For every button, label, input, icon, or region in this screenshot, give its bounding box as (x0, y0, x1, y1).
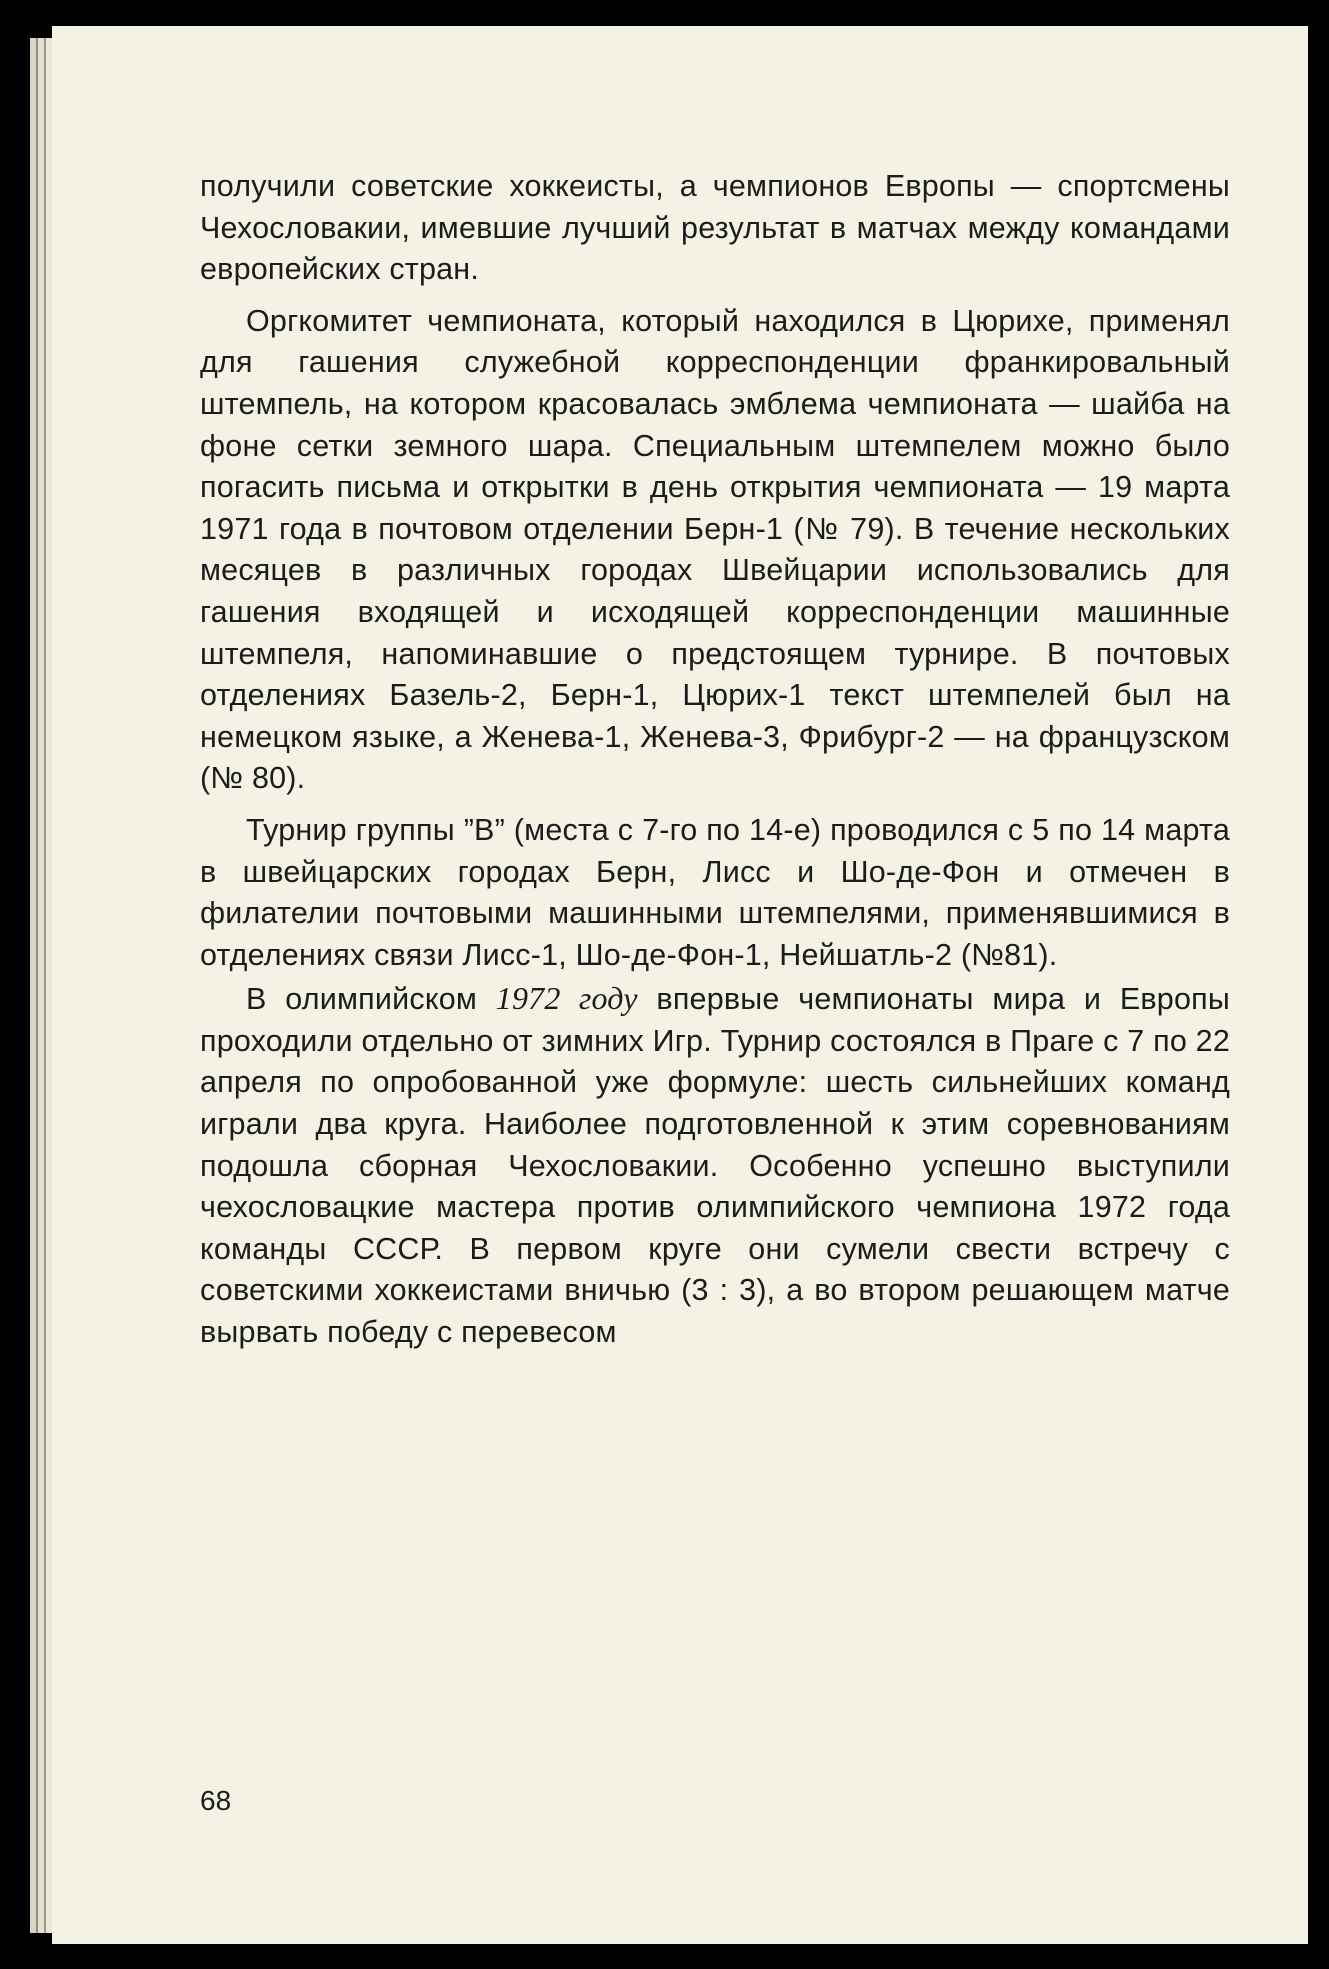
page-number: 68 (200, 1785, 232, 1816)
paragraph-2 (200, 301, 1230, 800)
paragraph-3 (200, 810, 1230, 976)
paragraph-4-text-start: В олимпийском (246, 982, 496, 1017)
paragraph-4-italic-year: 1972 году (495, 980, 638, 1017)
paragraph-4 (200, 978, 1230, 1353)
paragraph-1 (200, 166, 1230, 291)
paragraph-2-text: Оргкомитет чемпионата, который находился в Цюрихе, применял для гашения служебной корреспонденции франкировальный штемпель, на котором красовалась эмблема чемпионата — шайба на фоне сетки земного шара. Специальным штемпелем можно было погасить письма и открытки в день открытия чемпионата — 19 марта 1971 года в почтовом отделении Берн-1 (№ 79). В течение нескольких месяцев в различных городах Швейцарии использовались для гашения входящей и исходящей корреспонденции машинные штемпеля, напоминавшие о предстоящем турнире. В почтовых отделениях Базель-2, Берн-1, Цюрих-1 текст штемпелей был на немецком языке, а Женева-1, Женева-3, Фрибург-2 — на французском (№ 80). (200, 303, 1230, 796)
paragraph-3-text: Турнир группы ”В” (места с 7-го по 14-е) проводился с 5 по 14 марта в швейцарских городах Берн, Лисс и Шо-де-Фон и отмечен в филателии почтовыми машинными штемпелями, применявшимися в отделениях связи Лисс-1, Шо-де-Фон-1, Нейшатль-2 (№81). (200, 812, 1230, 972)
body-text (200, 166, 1230, 1354)
paragraph-4-text-end: впервые чемпионаты мира и Европы проходили отдельно от зимних Игр. Турнир состоялся в Праге с 7 по 22 апреля по опробованной уже формуле: шесть сильнейших команд играли два круга. Наиболее подготовленной к этим соревнованиям подошла сборная Чехословакии. Особенно успешно выступили чехословацкие мастера против олимпийского чемпиона 1972 года команды СССР. В первом круге они сумели свести встречу с советскими хоккеистами вничью (3 : 3), а во втором решающем матче вырвать победу с перевесом (200, 982, 1230, 1350)
paragraph-1-text: получили советские хоккеисты, а чемпионов Европы — спортсмены Чехословакии, имевшие лучший результат в матчах между командами европейских стран. (200, 169, 1230, 287)
